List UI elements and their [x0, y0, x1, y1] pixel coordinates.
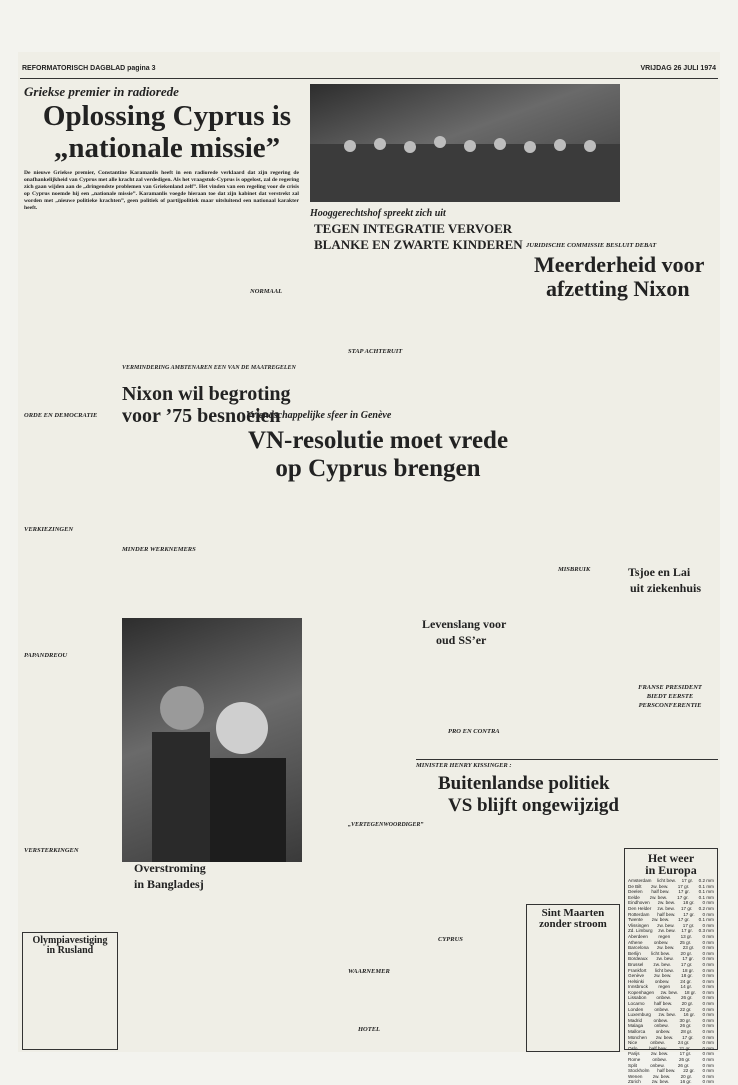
weather-rain: 0 mm [702, 1051, 714, 1057]
weather-rain: 0.1 mm [698, 889, 714, 895]
kissinger-rule [416, 759, 718, 760]
cyprus-sub-normaal: NORMAAL [250, 288, 283, 295]
weather-city: Nice [628, 1040, 638, 1046]
weather-temp: 28 gr. [680, 1029, 693, 1035]
weather-condition: zw. bew. [658, 1012, 676, 1018]
weather-city: Zd. Limburg [628, 928, 653, 934]
weather-condition: zw. bew. [657, 900, 676, 906]
vn-body-2 [416, 518, 520, 614]
masthead-rule [20, 78, 718, 79]
cyprus-headline-1: Oplossing Cyprus is [42, 100, 292, 132]
afzetting-sub: MISBRUIK [558, 566, 591, 573]
weather-condition: zw. bew. [653, 961, 671, 967]
newspaper-page [18, 52, 720, 1085]
weather-rain: 0 mm [702, 1073, 714, 1079]
weather-temp: 26 gr. [679, 1023, 692, 1029]
weather-rain: 0 mm [702, 956, 714, 962]
weather-rain: 0 mm [702, 1062, 714, 1068]
integratie-headline-2: BLANKE EN ZWARTE KINDEREN [314, 237, 523, 252]
masthead-left: REFORMATORISCH DAGBLAD pagina 3 [22, 65, 156, 72]
integratie-sub: STAP ACHTERUIT [348, 348, 403, 355]
weather-condition: half bew. [657, 1068, 676, 1074]
weather-row [628, 1079, 714, 1085]
weather-city: Malaga [628, 1023, 644, 1029]
france-sub-2: BIEDT EERSTE [646, 693, 694, 700]
weather-box [624, 848, 718, 1085]
weather-condition: onbew. [654, 1023, 669, 1029]
vn-kicker: Vriendschappelijke sfeer in Genève [246, 410, 392, 421]
weather-temp: 20 gr. [681, 1001, 694, 1007]
weather-rain: 0 mm [702, 950, 714, 956]
kissinger-body-2 [416, 946, 520, 1050]
weather-condition: licht bew. [651, 950, 671, 956]
weather-temp: 22 gr. [679, 1006, 692, 1012]
weather-temp: 14 gr. [680, 984, 693, 990]
weather-condition: zw. bew. [656, 956, 674, 962]
vn-headline-1: VN-resolutie moet vrede [247, 427, 509, 454]
weather-temp: 17 gr. [683, 911, 695, 917]
weather-rain: 0.1 mm [698, 917, 714, 923]
sintmaarten-box [526, 904, 620, 1052]
afzetting-lead [526, 306, 716, 406]
olympia-box [22, 932, 118, 1050]
vn-body-4 [310, 978, 410, 1022]
weather-city: Bordeaux [628, 956, 648, 962]
weather-condition: regen [658, 984, 671, 990]
afzetting-kicker: JURIDISCHE COMMISSIE BESLUIT DEBAT [526, 242, 657, 249]
sintmaarten-headline-1: Sint Maarten [541, 907, 605, 919]
weather-temp: 26 gr. [680, 995, 693, 1001]
ssers-sub: PRO EN CONTRA [448, 728, 500, 735]
weather-condition: zw. bew. [658, 928, 676, 934]
weather-rain: 0 mm [702, 939, 714, 945]
weather-temp: 18 gr. [682, 967, 694, 973]
weather-condition: half bew. [657, 911, 676, 917]
weather-city: Londen [628, 1006, 644, 1012]
photo-silhouettes [310, 84, 620, 202]
olympia-headline-2: in Rusland [46, 945, 94, 956]
china-headline-1: Tsjoe en Lai [628, 565, 691, 579]
weather-condition: onbew. [652, 1057, 667, 1062]
china-headline-2: uit ziekenhuis [630, 581, 702, 595]
bangladesj-headline-1: Overstroming [134, 861, 206, 875]
weather-rain: 0 mm [702, 1029, 714, 1035]
weather-condition: regen [658, 933, 671, 939]
weather-city: Twente [628, 917, 643, 923]
photo-adjacent-body [214, 898, 302, 1043]
masthead [18, 62, 720, 76]
weather-condition: zw. bew. [649, 894, 668, 900]
nixon-budget-sub: MINDER WERKNEMERS [122, 546, 196, 553]
france-sub-3: PERSCONFERENTIE [638, 702, 702, 709]
cyprus-body-7 [210, 182, 302, 282]
cyprus-sub-versterkingen: VERSTERKINGEN [24, 847, 79, 854]
weather-rain: 0 mm [702, 961, 714, 967]
cyprus-sub-verkiezingen: VERKIEZINGEN [24, 526, 74, 533]
weather-city: De Bilt [628, 883, 642, 889]
nixon-budget-body-2 [122, 556, 208, 612]
bangladesj-headline-2: in Bangladesj [134, 877, 204, 891]
cyprus-body-3 [24, 536, 116, 648]
weather-condition: half bew. [649, 1045, 668, 1051]
weather-headline-2: in Europa [645, 863, 697, 877]
weather-rain: 0 mm [702, 1034, 714, 1040]
weather-city: Parijs [628, 1051, 640, 1057]
weather-condition: zw. bew. [655, 1034, 674, 1040]
weather-rain: 0 mm [702, 1068, 714, 1074]
weather-city: Athene [628, 939, 643, 945]
weather-city: Lissabon [628, 995, 647, 1001]
ssers-body-2 [416, 738, 520, 756]
weather-city: Barcelona [628, 945, 649, 951]
kissinger-headline-1: Buitenlandse politiek [438, 773, 610, 794]
cyprus-body-6 [122, 264, 204, 359]
weather-temp: 17 gr. [682, 956, 694, 962]
weather-temp: 17 gr. [682, 1034, 694, 1040]
weather-city: Deelen [628, 889, 643, 895]
weather-condition: onbew. [653, 939, 669, 945]
weather-condition: zw. bew. [651, 917, 670, 923]
weather-rain: 0 mm [702, 984, 714, 990]
weather-condition: licht bew. [657, 878, 676, 883]
weather-temp: 17 gr. [680, 905, 693, 911]
weather-temp: 17 gr. [682, 922, 695, 928]
afzetting-headline-1: Meerderheid voor [534, 252, 705, 277]
cyprus-body-2 [24, 422, 116, 522]
weather-condition: zw. bew. [651, 1079, 670, 1085]
weather-rain: 0 mm [702, 973, 714, 979]
nixon-budget-body-3 [214, 462, 302, 612]
weather-city: Split [628, 1062, 637, 1068]
cyprus-sub-orde: ORDE EN DEMOCRATIE [24, 412, 98, 419]
weather-condition: onbew. [655, 1029, 671, 1035]
photo-elderly-man [122, 618, 302, 862]
weather-city: Madrid [628, 1017, 643, 1023]
cyprus-lead: De nieuwe Griekse premier, Constantine Karamanlis heeft in een radiorede verklaard dat zijn regering de onafhankelijkheid van Cyprus met alle kracht zal verdedigen. Als het vraagstuk-Cyprus is opgelost, zal de regering zich gaan wijden aan de „dringendste problemen van Griekenland zelf”. Het vinden van een regeling voor de crisis op Cyprus noemde hij een „nationale missie”. Karamanlis voegde hieraan toe dat zijn kabinet dat verstrekt zal worden met „nieuwe politieke krachten”, geen politiek of partijpolitiek maar uitsluitend een nationaal karakter heeft. [24, 170, 299, 211]
ssers-headline-2: oud SS’er [436, 633, 487, 647]
weather-temp: 17 gr. [681, 878, 694, 883]
weather-rain: 0 mm [702, 911, 714, 917]
weather-temp: 17 gr. [681, 928, 693, 934]
weather-city: Den Helder [628, 905, 652, 911]
cyprus-kicker: Griekse premier in radiorede [24, 84, 179, 99]
weather-temp: 17 gr. [678, 917, 690, 923]
weather-condition: onbew. [654, 978, 670, 984]
sintmaarten-headline-2: zonder stroom [539, 918, 607, 930]
cyprus-body-5 [24, 857, 116, 927]
weather-temp: 13 gr. [680, 933, 693, 939]
weather-rain: 0 mm [702, 1057, 714, 1062]
weather-city: Helsinki [628, 978, 645, 984]
weather-city: Locarno [628, 1001, 645, 1007]
weather-condition: zw. bew. [657, 945, 675, 951]
weather-condition: zw. bew. [657, 922, 675, 928]
vn-sub-waarneming: WAARNEMER [348, 968, 390, 975]
weather-condition: half bew. [654, 1001, 673, 1007]
nixon-budget-body-1 [122, 462, 208, 542]
ssers-body-1 [416, 652, 520, 724]
afzetting-body-3 [624, 412, 716, 562]
weather-city: Stockholm [628, 1068, 650, 1074]
france-body [624, 714, 716, 844]
bangladesj-body [122, 898, 208, 1043]
integratie-kicker: Hooggerechtshof spreekt zich uit [310, 208, 446, 219]
weather-headline-1: Het weer [647, 851, 695, 865]
weather-temp: 21 gr. [679, 1045, 691, 1051]
weather-rain: 0 mm [702, 933, 714, 939]
weather-temp: 17 gr. [680, 961, 693, 967]
nixon-budget-kicker: VERMINDERING AMBTENAREN EEN VAN DE MAATREGELEN [122, 365, 296, 371]
vn-lead [226, 488, 520, 514]
weather-condition: licht bew. [654, 967, 674, 973]
weather-temp: 30 gr. [679, 1017, 692, 1023]
vn-sub-hotel: HOTEL [358, 1026, 381, 1033]
weather-city: Rome [628, 1057, 641, 1062]
weather-temp: 18 gr. [681, 973, 693, 979]
afzetting-headline-2: afzetting Nixon [546, 276, 690, 301]
weather-rain: 0 mm [702, 1012, 714, 1018]
kissinger-body-3 [526, 820, 618, 900]
cyprus-sub-papandreou: PAPANDREOU [24, 652, 68, 659]
weather-rain: 0 mm [702, 995, 714, 1001]
france-sub-1: FRANSE PRESIDENT [638, 684, 702, 691]
weather-temp: 17 gr. [679, 1051, 692, 1057]
weather-city: Luxemburg [628, 1012, 651, 1018]
weather-condition: zw. bew. [652, 1073, 671, 1079]
weather-rain: 0.3 mm [698, 928, 714, 934]
olympia-body [26, 959, 114, 1039]
weather-temp: 24 gr. [680, 978, 692, 984]
weather-city: Eindhoven [628, 900, 650, 906]
weather-rain: 0 mm [702, 900, 714, 906]
vn-body-3 [310, 832, 410, 964]
weather-rain: 0 mm [702, 1017, 714, 1023]
kissinger-headline-2: VS blijft ongewijzigd [448, 795, 619, 816]
weather-rain: 0 mm [702, 1023, 714, 1029]
weather-city: Wenen [628, 1073, 643, 1079]
nixon-budget-headline-1: Nixon wil begroting [122, 383, 291, 405]
ssers-headline-1: Levenslang voor [422, 617, 507, 631]
weather-rain: 0 mm [702, 1006, 714, 1012]
weather-temp: 26 gr. [678, 1057, 691, 1062]
weather-city: Oslo [628, 1045, 638, 1051]
cyprus-body-1 [24, 264, 116, 409]
sintmaarten-body [530, 933, 616, 1039]
weather-rain: 0 mm [702, 967, 714, 973]
nixon-budget-headline-2: voor ’75 besnoeien [122, 405, 281, 427]
weather-rain: 0 mm [702, 1045, 714, 1051]
weather-city: Berlijn [628, 950, 641, 956]
weather-rain: 0 mm [702, 1040, 714, 1046]
weather-city: Brussel [628, 961, 644, 967]
weather-city: Genève [628, 973, 645, 979]
weather-condition: zw. bew. [650, 883, 669, 889]
photo-caption-2 [214, 864, 302, 894]
weather-city: München [628, 1034, 647, 1040]
weather-temp: 25 gr. [679, 939, 692, 945]
weather-rain: 0 mm [702, 1001, 714, 1007]
integratie-body-1 [310, 284, 410, 344]
weather-city: Aberdeen [628, 933, 648, 939]
weather-temp: 17 gr. [678, 889, 690, 895]
weather-condition: zw. bew. [653, 973, 672, 979]
afzetting-photo-caption [526, 208, 616, 236]
weather-city: Frankfort [628, 967, 647, 973]
weather-rain: 0 mm [702, 978, 714, 984]
weather-city: Zürich [628, 1079, 641, 1085]
weather-rain: 0 mm [702, 1079, 714, 1085]
afzetting-body-2 [526, 576, 618, 796]
weather-rain: 0 mm [702, 989, 714, 995]
cyprus-body-4 [24, 662, 116, 842]
weather-city: Vlissingen [628, 922, 649, 928]
weather-rain: 0 mm [702, 945, 714, 951]
cyprus-headline-2: „nationale missie” [53, 132, 281, 164]
vn-headline-2: op Cyprus brengen [275, 455, 481, 482]
weather-condition: onbew. [650, 1062, 665, 1068]
weather-temp: 17 gr. [677, 883, 690, 889]
weather-temp: 18 gr. [684, 989, 696, 995]
vn-body-1 [310, 518, 410, 818]
weather-city: Rotterdam [628, 911, 650, 917]
weather-rain: 0.1 mm [698, 894, 714, 900]
integratie-headline-1: TEGEN INTEGRATIE VERVOER [314, 221, 513, 236]
weather-rain: 0 mm [702, 922, 714, 928]
china-body [624, 600, 716, 680]
kissinger-body-1 [416, 820, 520, 932]
weather-condition: onbew. [653, 1017, 669, 1023]
photo-caption-1 [624, 84, 716, 144]
integratie-lead [310, 258, 520, 280]
vn-sub-vertegen: „VERTEGENWOORDIGER” [348, 822, 424, 828]
weather-temp: 17 gr. [677, 894, 689, 900]
kissinger-kicker: MINISTER HENRY KISSINGER : [416, 762, 512, 769]
weather-temp: 20 gr. [680, 1073, 693, 1079]
weather-city: Innsbruck [628, 984, 648, 990]
integratie-body-2 [310, 358, 410, 406]
weather-condition: zw. bew. [660, 989, 678, 995]
afzetting-body-1 [526, 412, 618, 562]
weather-condition: onbew. [650, 1040, 665, 1046]
vn-body-5 [310, 1036, 410, 1050]
weather-temp: 23 gr. [682, 945, 695, 951]
weather-temp: 20 gr. [680, 950, 693, 956]
weather-temp: 26 gr. [677, 1062, 690, 1068]
integratie-body-3 [416, 284, 520, 406]
weather-city: Amsterdam [628, 878, 652, 883]
weather-condition: zw. bew. [657, 905, 675, 911]
weather-rain: 0.1 mm [698, 883, 714, 889]
olympia-headline-1: Olympiavestiging [32, 935, 108, 946]
weather-temp: 16 gr. [683, 1012, 695, 1018]
weather-condition: onbew. [654, 1006, 669, 1012]
photo-court-meeting [310, 84, 620, 202]
weather-city: Kopenhagen [628, 989, 655, 995]
weather-city: Eelde [628, 894, 640, 900]
weather-temp: 24 gr. [677, 1040, 690, 1046]
weather-table [625, 878, 717, 1085]
weather-condition: onbew. [656, 995, 671, 1001]
weather-rain: 0.2 mm [698, 878, 714, 883]
weather-condition: half bew. [651, 889, 670, 895]
weather-rain: 0.2 mm [698, 905, 714, 911]
kissinger-sub: CYPRUS [438, 936, 463, 943]
weather-condition: zw. bew. [650, 1051, 669, 1057]
cyprus-body-8 [210, 298, 302, 358]
photo-silhouettes [122, 618, 302, 862]
weather-temp: 18 gr. [683, 900, 695, 906]
weather-temp: 16 gr. [680, 1079, 692, 1085]
weather-city: Mallorca [628, 1029, 646, 1035]
masthead-date: VRIJDAG 26 JULI 1974 [640, 65, 716, 72]
weather-temp: 22 gr. [683, 1068, 695, 1074]
